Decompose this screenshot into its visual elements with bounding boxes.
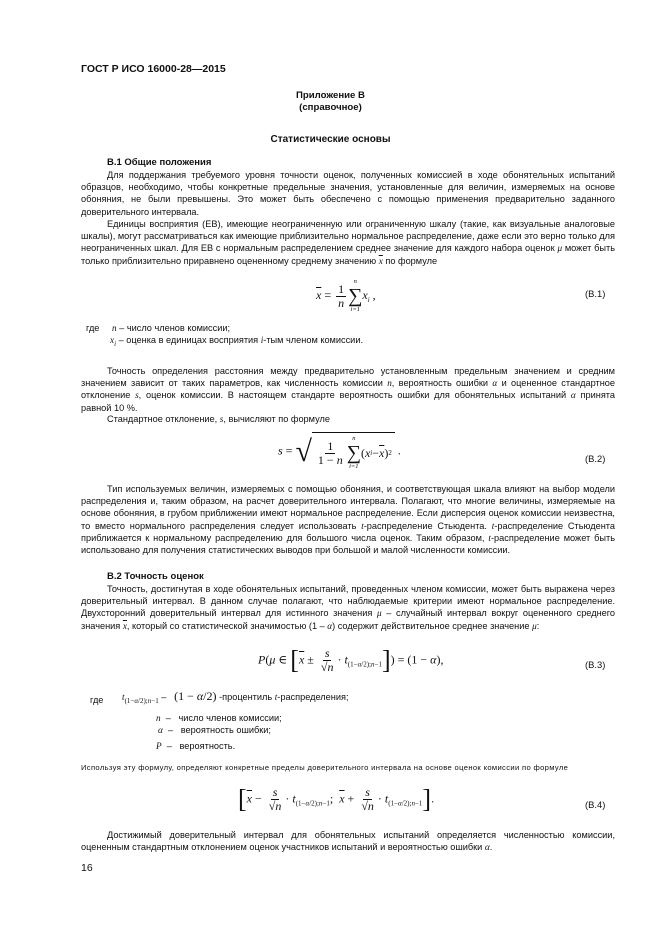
paragraph-b1-3: Точность определения расстояния между предварительно установленным предельным значением и средним значением зависит от таких параметров, как численность комиссии n, вероятность ошибки α и оцененное стандартное отклонение s, оценок комиссии. В настоящем стандарте вероятность ошибки для обонятельных испытаний α принята равной 10 %. [81, 366, 616, 413]
paragraph-b1-4: Стандартное отклонение, s, вычисляют по формуле [107, 414, 330, 424]
where-xi: $x_i$ – оценка в единицах восприятия i-тым членом комиссии. [110, 335, 364, 348]
where-n: n – число членов комиссии; [112, 323, 231, 333]
annex-subtitle: (справочное) [299, 102, 362, 113]
formula-b1: $\overline{x}$ = $\frac{1}{n}$ n ∑ i=1 $x_i$ , [316, 278, 376, 313]
equation-number-b4: (В.4) [585, 799, 606, 810]
where-p: P – вероятность. [156, 741, 236, 751]
annex-title: Приложение В [296, 90, 365, 101]
paragraph-b2-1: Точность, достигнутая в ходе обонятельных испытаний, проведенных членом комиссии, может быть выражена через доверительный интервал. В данном случае полагают, что наблюдаемые критерии имеют нормальное распределение. Двухсторонний доверительный интервал для истинного значения μ – случайный интервал вокруг оцененного среднего значения $\overline{x}$, который со статистической значимостью (1 – α) содержит действительное среднее значение μ: [81, 584, 616, 631]
paragraph-b2-last: Достижимый доверительный интервал для обонятельных испытаний определяется численностью комиссии, оцененным стандартным отклонением оценок участников испытаний и вероятностью ошибки α. [81, 830, 615, 853]
formula-b4: [$\overline{x}$ − $\frac{s}{√n}$ · $t_{(1-\alpha/2);n-1}$; $\overline{x}$ + $\frac{s}{√n}$ · $t_{(1-\alpha/2);n-1}$]. [238, 784, 435, 814]
where-label: где [86, 323, 100, 333]
where-alpha: α – вероятность ошибки; [158, 725, 271, 735]
section-title: Статистические основы [270, 134, 391, 145]
subsection-heading-b1: В.1 Общие положения [107, 157, 212, 168]
where-label-b2: где [90, 695, 104, 705]
subsection-heading-b2: В.2 Точность оценок [107, 571, 204, 582]
formula-b3: P(μ ∈ [$\overline{x}$ ± $\frac{s}{√n}$ · $t_{(1-\alpha/2);n-1}]) = (1 - \alpha)$, [258, 645, 444, 675]
paragraph-b2-small: Используя эту формулу, определяют конкретные пределы доверительного интервала на основе оценок комиссии по формуле [81, 763, 569, 772]
equation-number-b1: (В.1) [585, 288, 606, 299]
paragraph-b1-1: Для поддержания требуемого уровня точности оценок, полученных комиссией в ходе обонятельных испытаний образцов, необходимо, чтобы конкретные предельные значения, установленные для величин, измеряемых на основе обоняния, не были превышены. Это может быть обеспечено с помощью применения предварительно заданного доверительного интервала. [81, 170, 615, 217]
equation-number-b3: (В.3) [585, 659, 606, 670]
page-number: 16 [81, 862, 93, 874]
where-n-b2: n – число членов комиссии; [156, 713, 282, 723]
paragraph-b1-5: Тип используемых величин, измеряемых с помощью обоняния, и соответствующая шкала влияют на выбор модели распределения и, таким образом, на расчет доверительного интервала. Полагают, что многие величины, измеряемые на основе обоняния, в грубом приближении имеют нормальное распределение. Если дисперсия оценок комиссии неизвестна, то вместо нормального распределения следует использовать t-распределение Стьюдента. t-распределение Стьюдента приближается к нормальному распределению для большого числа оценок. Таким образом, t-распределение может быть использовано для получения статистических выводов при большой и малой численности комиссии. [81, 484, 615, 556]
formula-b2: s = √ $\frac{1}{1 - n}$ n ∑ i=1 ( x i − $\overline{x}$ ) 2 . [278, 432, 401, 471]
paragraph-b1-2: Единицы восприятия (ЕВ), имеющие неограниченную или ограниченную шкалу (такие, как визуальные аналоговые шкалы), могут рассматриваться как имеющие приблизительно нормальное распределение, даже если это верно только для неограниченных шкал. Для ЕВ с нормальным распределением среднее значение для каждого набора оценок μ может быть только приблизительно приравнено оцененному среднему значению $\overline{x}$ по формуле [81, 219, 615, 266]
equation-number-b2: (В.2) [585, 453, 606, 464]
where-t: $t_{(1-\alpha/2);n-1}$ – (1 − α/2) -процентиль t-распределения; [122, 689, 349, 705]
document-code: ГОСТ Р ИСО 16000-28—2015 [81, 63, 226, 75]
